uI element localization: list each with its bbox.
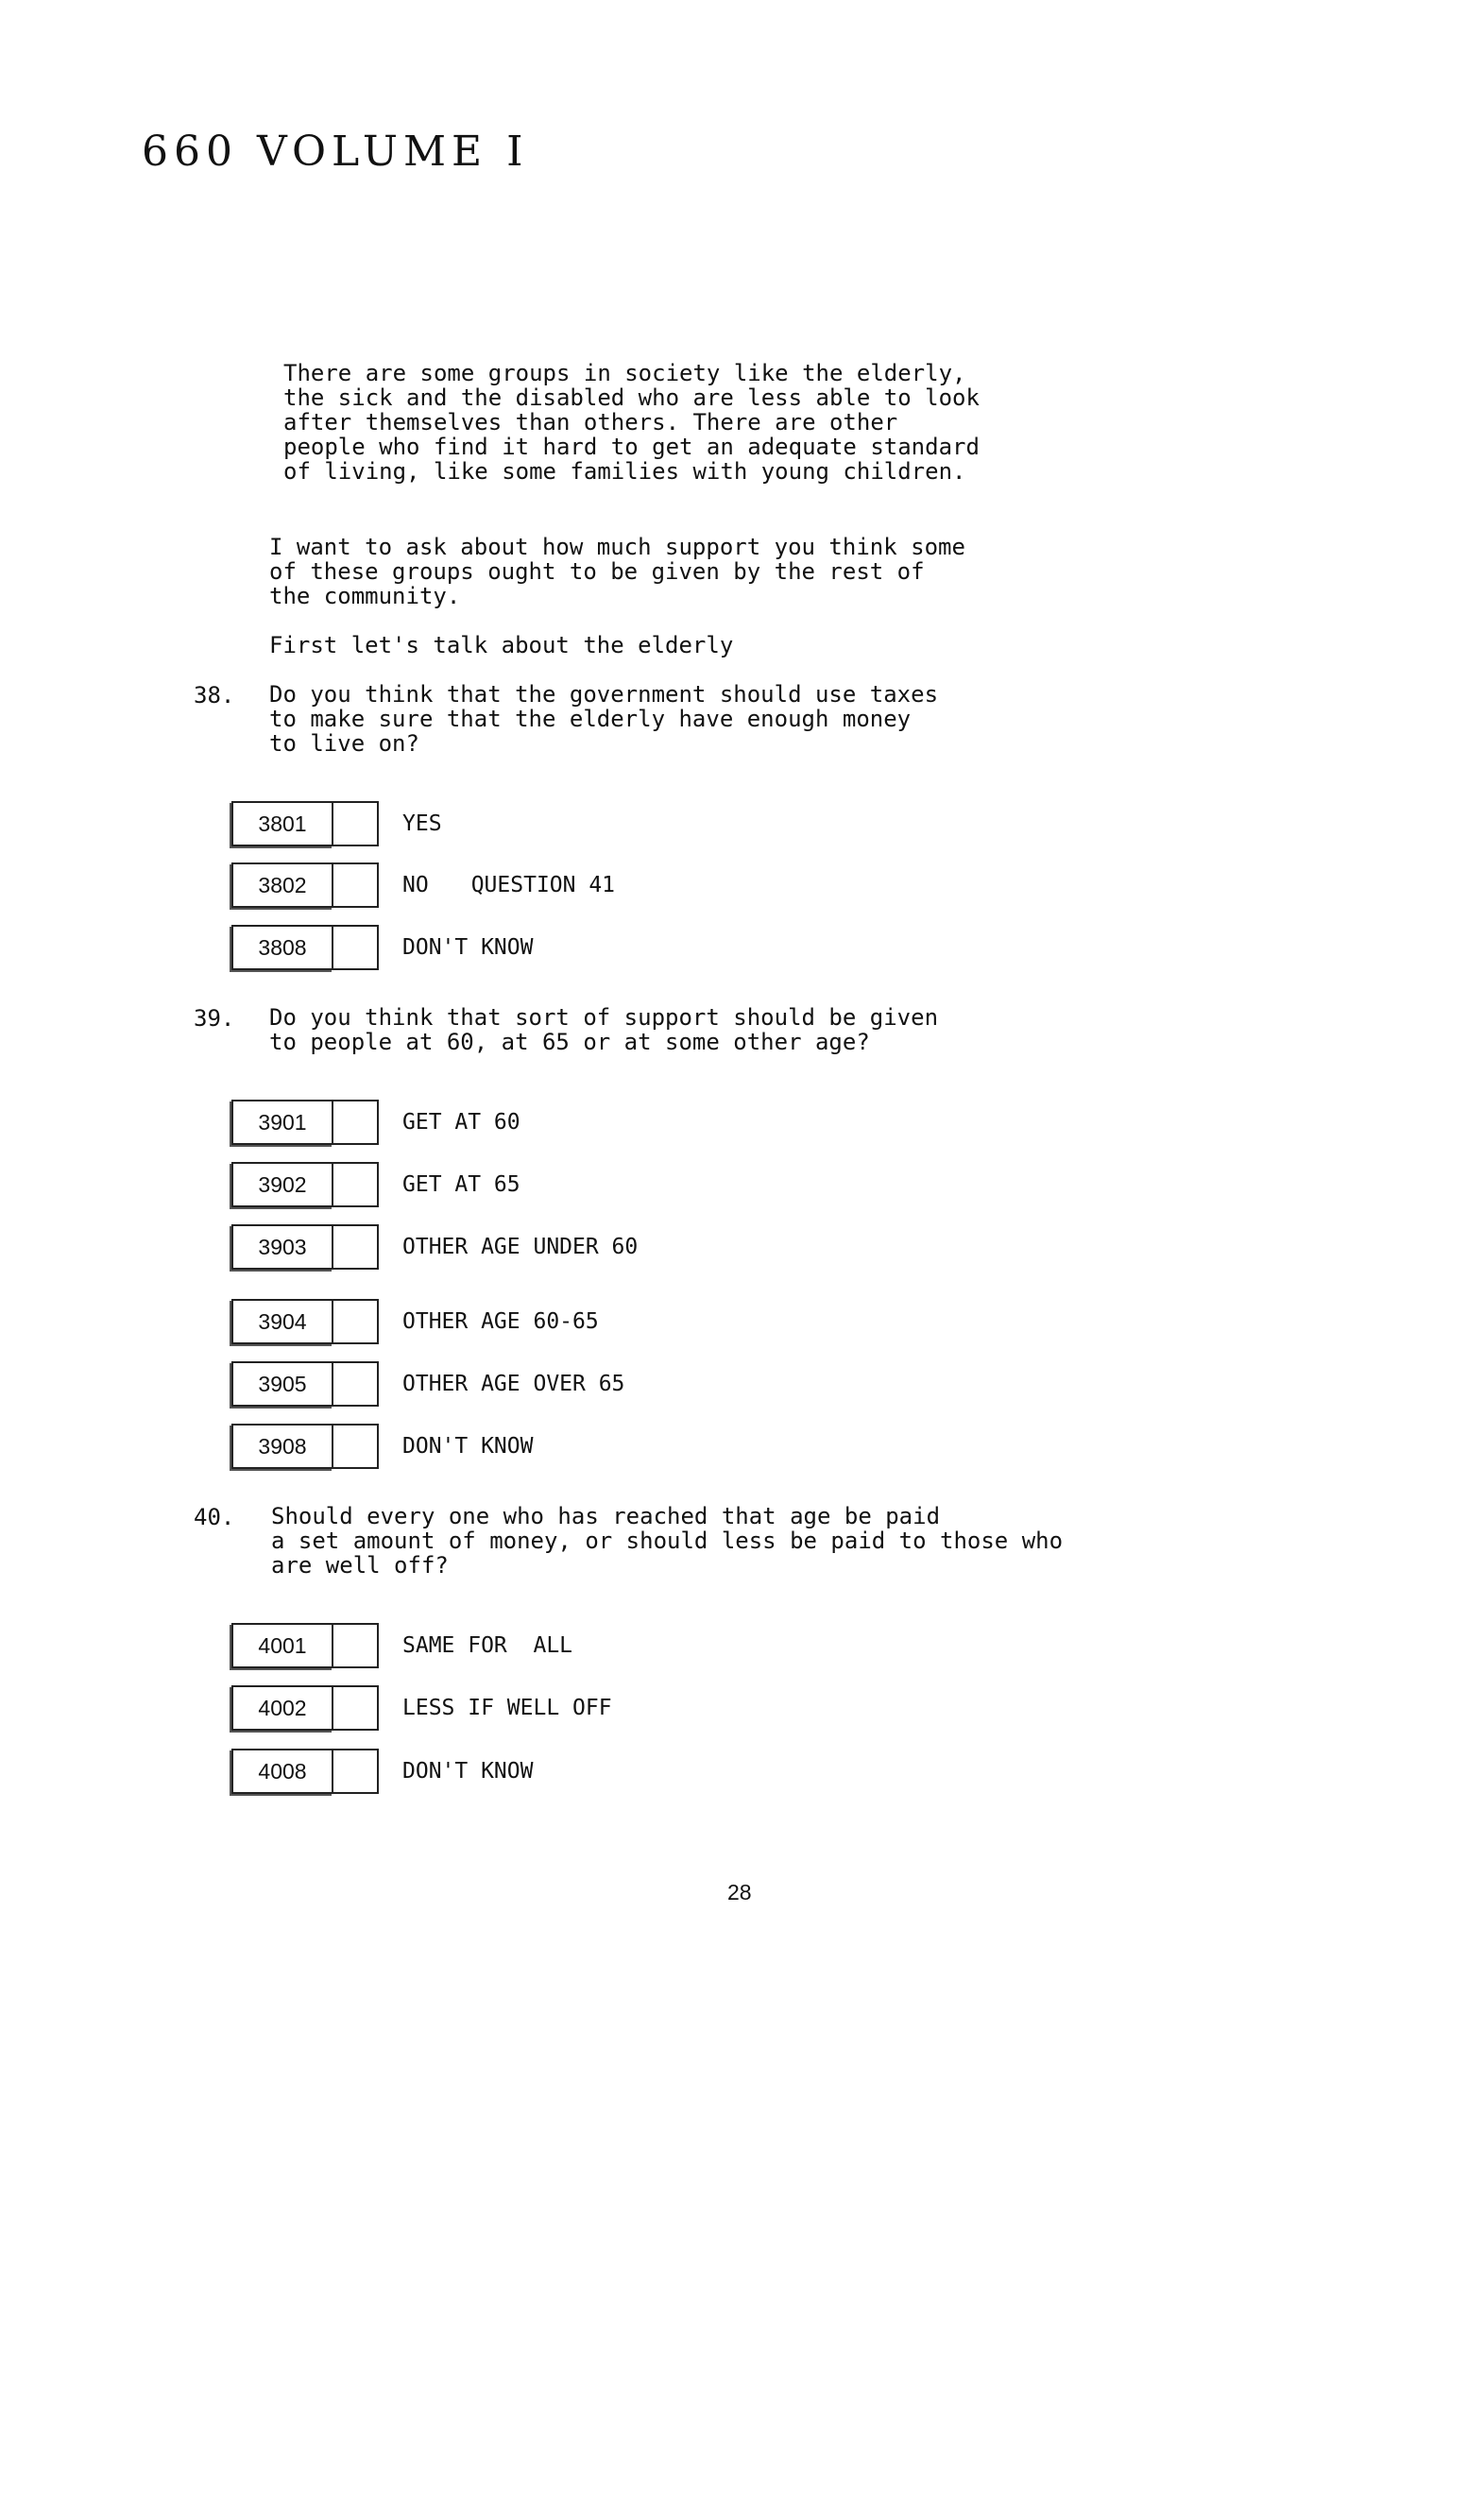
answer-option-4001[interactable] <box>231 1621 572 1670</box>
question-text-38: Do you think that the government should use taxes to make sure that the elderly have enough money to live on? <box>269 681 939 757</box>
page-header: 660 VOLUME I <box>142 128 529 176</box>
answer-label: DON'T KNOW <box>402 1434 534 1459</box>
question-number-40: 40. <box>194 1504 235 1530</box>
answer-code: 3801 <box>231 801 333 846</box>
answer-option-3801[interactable] <box>231 799 442 848</box>
answer-label: DON'T KNOW <box>402 935 534 960</box>
page-number: 28 <box>727 1880 752 1904</box>
answer-label: OTHER AGE UNDER 60 <box>402 1235 639 1259</box>
answer-code: 3905 <box>231 1361 333 1407</box>
intro-paragraph-elderly: First let's talk about the elderly <box>269 632 734 658</box>
answer-option-3902[interactable] <box>231 1160 520 1209</box>
answer-checkbox[interactable] <box>333 1749 379 1794</box>
intro-paragraph-support: I want to ask about how much support you think some of these groups ought to be given by the rest of the community. <box>269 534 965 609</box>
answer-option-4008[interactable] <box>231 1747 533 1796</box>
answer-option-3901[interactable] <box>231 1098 520 1147</box>
answer-code: 4001 <box>231 1623 333 1668</box>
answer-checkbox[interactable] <box>333 1623 379 1668</box>
answer-code: 4002 <box>231 1685 333 1731</box>
answer-label: DON'T KNOW <box>402 1759 534 1784</box>
answer-checkbox[interactable] <box>333 1162 379 1207</box>
answer-option-3808[interactable] <box>231 923 533 972</box>
answer-code: 3802 <box>231 862 333 908</box>
answer-label: NO <box>402 873 429 897</box>
answer-option-3904[interactable] <box>231 1297 599 1346</box>
answer-checkbox[interactable] <box>333 1100 379 1145</box>
skip-instruction: QUESTION 41 <box>470 873 616 897</box>
answer-checkbox[interactable] <box>333 1224 379 1270</box>
answer-label: SAME FOR ALL <box>402 1633 573 1658</box>
answer-code: 4008 <box>231 1749 333 1794</box>
answer-option-3908[interactable] <box>231 1422 533 1471</box>
answer-checkbox[interactable] <box>333 925 379 970</box>
answer-label: GET AT 65 <box>402 1172 520 1197</box>
answer-code: 3808 <box>231 925 333 970</box>
question-text-39: Do you think that sort of support should be given to people at 60, at 65 or at some other age? <box>269 1004 939 1055</box>
answer-label: LESS IF WELL OFF <box>402 1696 612 1720</box>
answer-code: 3904 <box>231 1299 333 1344</box>
answer-label: OTHER AGE OVER 65 <box>402 1372 625 1396</box>
answer-code: 3902 <box>231 1162 333 1207</box>
answer-checkbox[interactable] <box>333 1685 379 1731</box>
answer-checkbox[interactable] <box>333 862 379 908</box>
answer-label: OTHER AGE 60-65 <box>402 1309 599 1334</box>
answer-code: 3903 <box>231 1224 333 1270</box>
answer-checkbox[interactable] <box>333 1424 379 1469</box>
question-text-40: Should every one who has reached that age be paid a set amount of money, or should less be paid to those who are well off? <box>271 1503 1064 1579</box>
answer-option-3905[interactable] <box>231 1359 624 1409</box>
intro-paragraph-groups: There are some groups in society like the elderly, the sick and the disabled who are less able to look after themselves than others. There are other people who find it hard to get an adequate standard of living, like some families with young children. <box>283 360 980 485</box>
answer-option-3802[interactable] <box>231 861 615 910</box>
answer-option-4002[interactable] <box>231 1683 612 1733</box>
answer-label: YES <box>402 811 442 836</box>
answer-checkbox[interactable] <box>333 801 379 846</box>
question-number-38: 38. <box>194 682 235 709</box>
question-number-39: 39. <box>194 1005 235 1032</box>
answer-option-3903[interactable] <box>231 1222 638 1272</box>
answer-code: 3908 <box>231 1424 333 1469</box>
answer-code: 3901 <box>231 1100 333 1145</box>
answer-checkbox[interactable] <box>333 1299 379 1344</box>
answer-checkbox[interactable] <box>333 1361 379 1407</box>
answer-label: GET AT 60 <box>402 1110 520 1135</box>
